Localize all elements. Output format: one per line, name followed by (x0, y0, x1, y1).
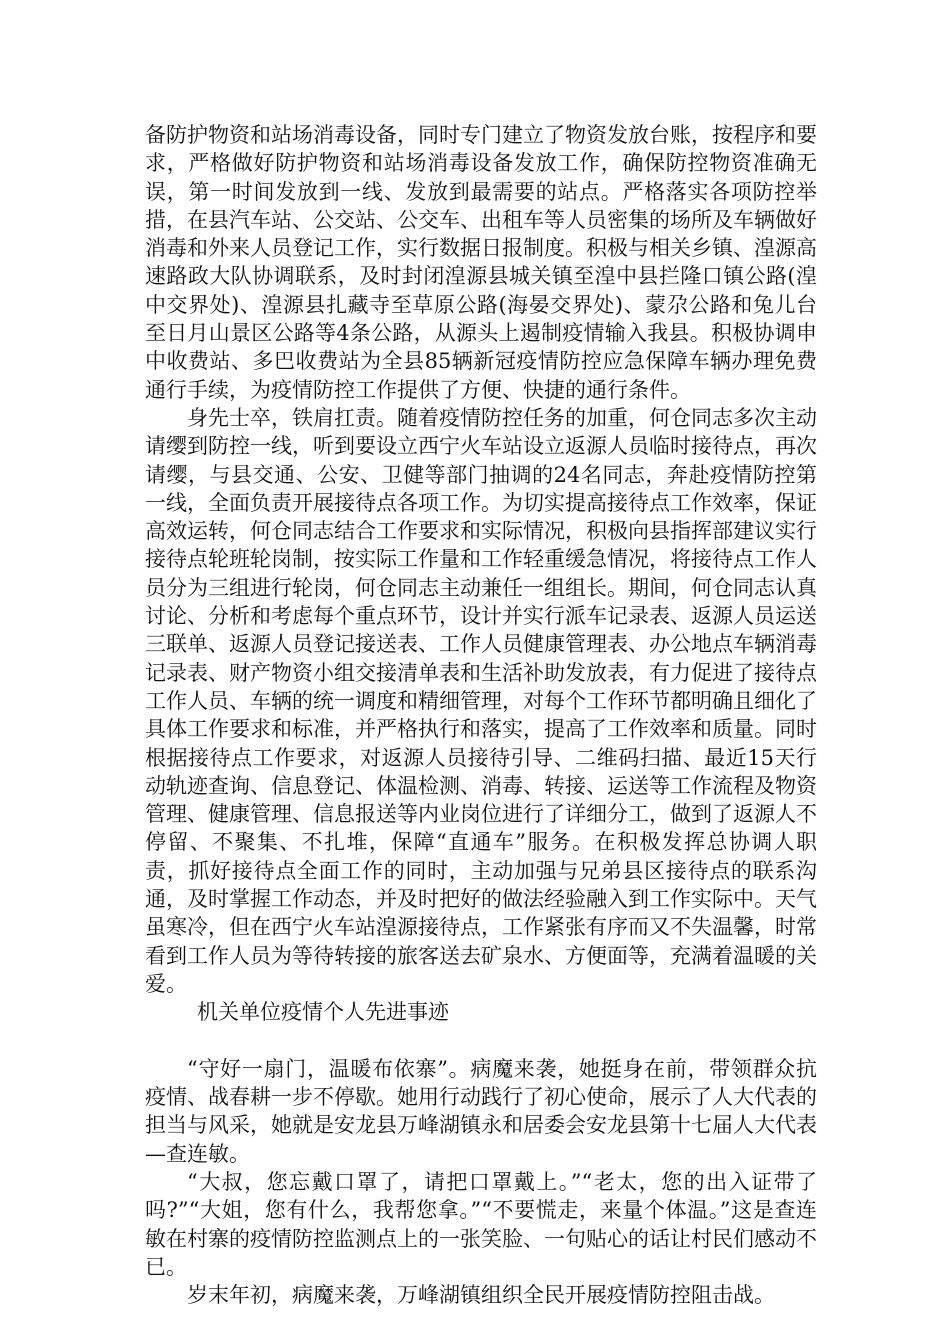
paragraph-guarding-the-door: “守好一扇门，温暖布依寨”。病魔来袭，她挺身在前，带领群众抗疫情、战春耕一步不停歇。她用行动践行了初心使命，展示了人大代表的担当与风采，她就是安龙县万峰湖镇永和居委会安龙县第十七届人大代表—查连敏。 (145, 1056, 817, 1166)
paragraph-material-distribution: 备防护物资和站场消毒设备，同时专门建立了物资发放台账，按程序和要求，严格做好防护物资和站场消毒设备发放工作，确保防控物资准确无误，第一时间发放到一线、发放到最需要的站点。严格落实各项防控举措，在县汽车站、公交站、公交车、出租车等人员密集的场所及车辆做好消毒和外来人员登记工作，实行数据日报制度。积极与相关乡镇、湟源高速路政大队协调联系，及时封闭湟源县城关镇至湟中县拦隆口镇公路(湟中交界处)、湟源县扎藏寺至草原公路(海晏交界处)、蒙尕公路和兔儿台至日月山景区公路等4条公路，从源头上遏制疫情输入我县。积极协调申中收费站、多巴收费站为全县85辆新冠疫情防控应急保障车辆办理免费通行手续，为疫情防控工作提供了方便、快捷的通行条件。 (145, 123, 817, 402)
document-page (145, 121, 817, 1309)
paragraph-checkpoint-quotes: “大叔，您忘戴口罩了，请把口罩戴上。”“老太，您的出入证带了吗?”“大姐，您有什么，我帮您拿。”“不要慌走，来量个体温。”这是查连敏在村寨的疫情防控监测点上的一张笑脸、一句贴心的话让村民们感动不已。 (145, 1169, 817, 1279)
section-heading: 机关单位疫情个人先进事迹 (197, 1000, 449, 1025)
paragraph-reception-point: 身先士卒，铁肩扛责。随着疫情防控任务的加重，何仓同志多次主动请缨到防控一线，听到要设立西宁火车站设立返源人员临时接待点，再次请缨，与县交通、公安、卫健等部门抽调的24名同志，奔赴疫情防控第一线，全面负责开展接待点各项工作。为切实提高接待点工作效率，保证高效运转，何仓同志结合工作要求和实际情况，积极向县指挥部建议实行接待点轮班轮岗制，按实际工作量和工作轻重缓急情况，将接待点工作人员分为三组进行轮岗，何仓同志主动兼任一组组长。期间，何仓同志认真讨论、分析和考虑每个重点环节，设计并实行派车记录表、返源人员运送三联单、返源人员登记接送表、工作人员健康管理表、办公地点车辆消毒记录表、财产物资小组交接清单表和生活补助发放表，有力促进了接待点工作人员、车辆的统一调度和精细管理，对每个工作环节都明确且细化了具体工作要求和标准，并严格执行和落实，提高了工作效率和质量。同时根据接待点工作要求，对返源人员接待引导、二维码扫描、最近15天行动轨迹查询、信息登记、体温检测、消毒、转接、运送等工作流程及物资管理、健康管理、信息报送等内业岗位进行了详细分工，做到了返源人不停留、不聚集、不扎堆，保障“直通车”服务。在积极发挥总协调人职责，抓好接待点全面工作的同时，主动加强与兄弟县区接待点的联系沟通，及时掌握工作动态，并及时把好的做法经验融入到工作实际中。天气虽寒冷，但在西宁火车站湟源接待点，工作紧张有序而又不失温馨，时常看到工作人员为等待转接的旅客送去矿泉水、方便面等，充满着温暖的关爱。 (145, 405, 817, 996)
blank-line (145, 1027, 817, 1055)
paragraph-year-end: 岁末年初，病魔来袭，万峰湖镇组织全民开展疫情防控阻击战。 (187, 1283, 775, 1308)
